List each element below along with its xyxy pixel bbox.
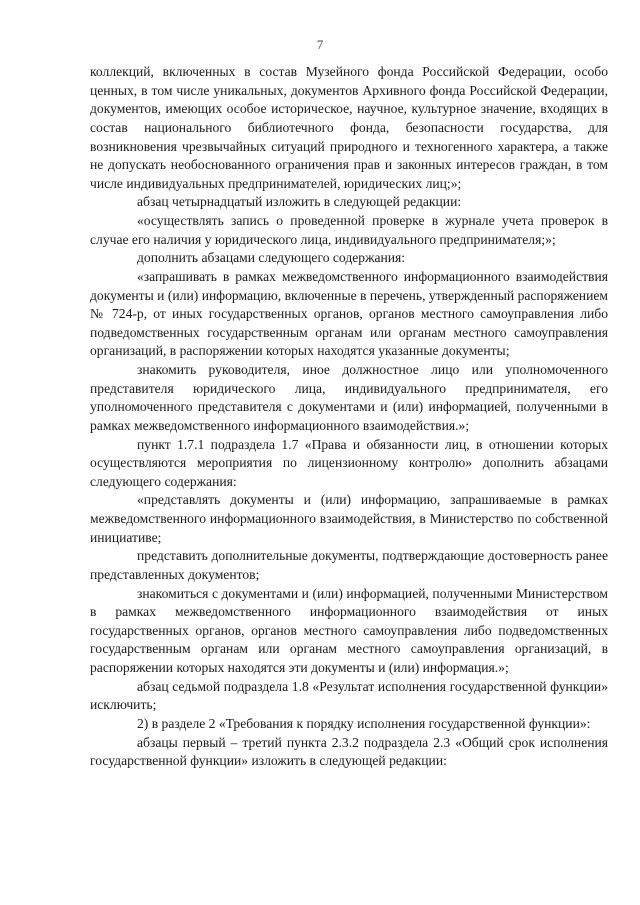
paragraph: «представлять документы и (или) информацию, запрашиваемые в рамках межведомственного информационного взаимодействия, в Министерство по собственной инициативе; — [90, 492, 608, 545]
paragraph: знакомиться с документами и (или) информацией, полученными Министерством в рамках межведомственного информационного взаимодействия от иных государственных органов, органов местного самоуправления либо подведомственных государственным органам или органам местного самоуправления организаций, в распоряжении которых находятся эти документы и (или) информация.»; — [90, 585, 608, 675]
page-number: 7 — [316, 37, 324, 52]
paragraph: абзац четырнадцатый изложить в следующей редакции: — [137, 194, 462, 210]
paragraph: «осуществлять запись о проведенной проверке в журнале учета проверок в случае его наличия у юридического лица, индивидуального предпринимателя;»; — [90, 213, 608, 247]
paragraph: 2) в разделе 2 «Требования к порядку исполнения государственной функции»: — [137, 715, 591, 731]
paragraph: коллекций, включенных в состав Музейного фонда Российской Федерации, особо ценных, в том числе уникальных, документов Архивного фонда Российской Федерации, документов, имеющих особое историческое, научное, культурное значение, входящих в состав национального библиотечного фонда, безопасности государства, для возникновения чрезвычайных ситуаций природного и техногенного характера, а также не допускать необоснованного ограничения прав и законных интересов граждан, в том числе индивидуальных предпринимателей, юридических лиц;»; — [90, 64, 608, 191]
paragraph: «запрашивать в рамках межведомственного информационного взаимодействия документы и (или) информацию, включенные в перечень, утвержденный распоряжением № 724-р, от иных государственных органов, органов местного самоуправления либо подведомственных государственным органам или органам местного самоуправления организаций, в распоряжении которых находятся указанные документы; — [90, 268, 608, 359]
document-body — [90, 63, 608, 771]
paragraph: представить дополнительные документы, подтверждающие достоверность ранее представленных документов; — [90, 548, 608, 582]
paragraph: дополнить абзацами следующего содержания: — [137, 250, 406, 266]
paragraph: знакомить руководителя, иное должностное лицо или уполномоченного представителя юридического лица, индивидуального предпринимателя, его уполномоченного представителя с документами и (или) информацией, полученными в рамках межведомственного информационного взаимодействия.»; — [90, 362, 608, 433]
paragraph: абзацы первый – третий пункта 2.3.2 подраздела 2.3 «Общий срок исполнения государственной функции» изложить в следующей редакции: — [90, 734, 608, 769]
paragraph: абзац седьмой подраздела 1.8 «Результат исполнения государственной функции» исключить; — [90, 678, 608, 713]
paragraph: пункт 1.7.1 подраздела 1.7 «Права и обязанности лиц, в отношении которых осуществляются мероприятия по лицензионному контролю» дополнить абзацами следующего содержания: — [90, 436, 608, 489]
